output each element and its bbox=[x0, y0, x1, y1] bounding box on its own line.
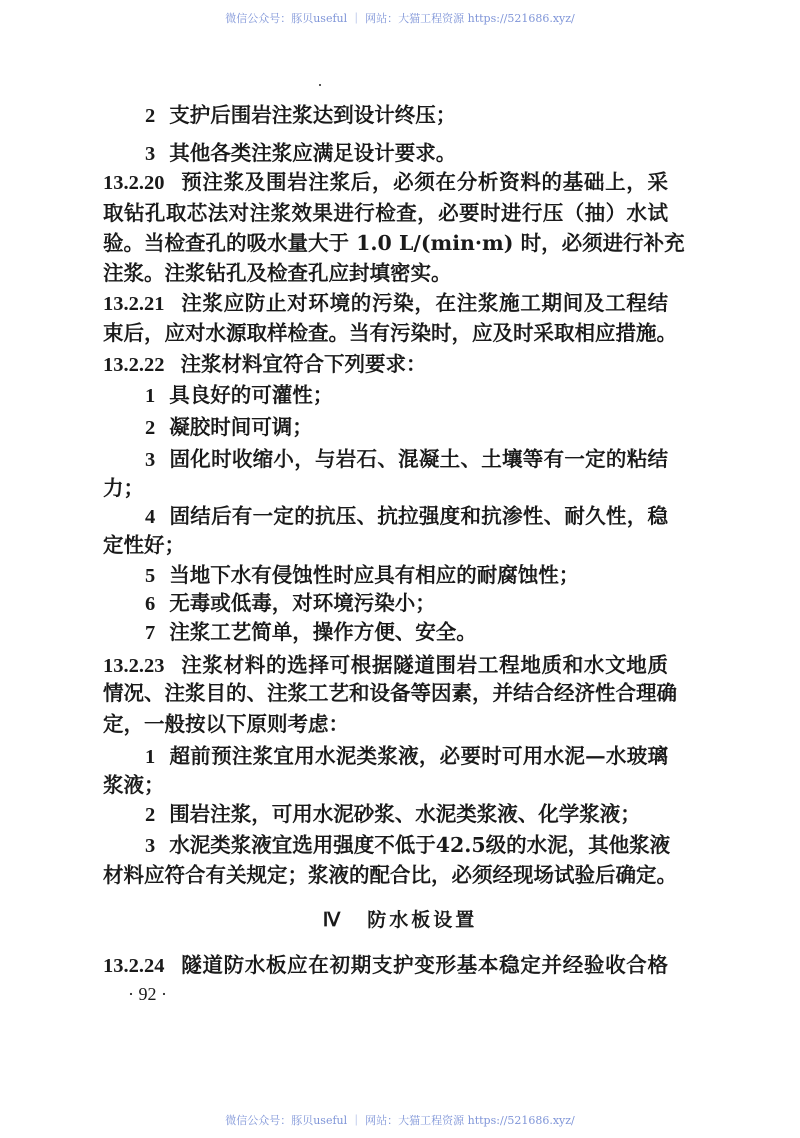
line-text: 验。当检查孔的吸水量大于 1.0 L/(min·m) 时，必须进行补充 bbox=[103, 231, 685, 255]
section-numeral: Ⅳ bbox=[322, 910, 344, 931]
item-number: 7 bbox=[145, 622, 156, 644]
line-text: 材料应符合有关规定；浆液的配合比，必须经现场试验后确定。 bbox=[103, 863, 677, 887]
line-text: 力； bbox=[103, 476, 144, 500]
item-number: 2 bbox=[145, 804, 156, 826]
list-item-line bbox=[145, 414, 668, 440]
line-text: 注浆工艺简单，操作方便、安全。 bbox=[169, 620, 477, 644]
text-line bbox=[103, 320, 677, 346]
text-line bbox=[103, 711, 668, 737]
item-number: 2 bbox=[145, 417, 156, 439]
line-text: 围岩注浆，可用水泥砂浆、水泥类浆液、化学浆液； bbox=[169, 802, 641, 826]
list-item-line bbox=[145, 140, 668, 166]
line-text: 注浆。注浆钻孔及检查孔应封填密实。 bbox=[103, 261, 452, 285]
line-text: 取钻孔取芯法对注浆效果进行检查，必要时进行压（抽）水试 bbox=[103, 201, 668, 225]
clause-number: 13.2.21 bbox=[103, 293, 165, 315]
line-text: 注浆应防止对环境的污染，在注浆施工期间及工程结 bbox=[180, 291, 668, 315]
watermark-top: 微信公众号：豚贝useful ｜ 网站：大猫工程资源 https://521686.xyz/ bbox=[225, 12, 575, 25]
text-line bbox=[103, 260, 668, 286]
watermark-bottom: 微信公众号：豚贝useful ｜ 网站：大猫工程资源 https://521686.xyz/ bbox=[225, 1114, 575, 1127]
line-text: 当地下水有侵蚀性时应具有相应的耐腐蚀性； bbox=[169, 563, 580, 587]
item-number: 5 bbox=[145, 565, 156, 587]
item-number: 3 bbox=[145, 449, 156, 471]
line-text: 凝胶时间可调； bbox=[169, 415, 313, 439]
text-line bbox=[103, 230, 685, 256]
line-text: 固结后有一定的抗压、抗拉强度和抗渗性、耐久性，稳 bbox=[169, 504, 668, 528]
list-item-line bbox=[145, 619, 668, 645]
line-text: 预注浆及围岩注浆后，必须在分析资料的基础上，采 bbox=[180, 170, 668, 194]
clause-number: 13.2.22 bbox=[103, 354, 165, 376]
line-text: 水泥类浆液宜选用强度不低于42.5级的水泥，其他浆液 bbox=[169, 833, 671, 857]
list-item-line bbox=[145, 743, 668, 769]
line-text: 注浆材料的选择可根据隧道围岩工程地质和水文地质 bbox=[180, 653, 668, 677]
clause-line bbox=[103, 169, 668, 195]
section-title: 防水板设置 bbox=[367, 909, 478, 931]
line-text: 隧道防水板应在初期支护变形基本稳定并经验收合格 bbox=[180, 953, 668, 977]
clause-number: 13.2.24 bbox=[103, 955, 165, 977]
text-line bbox=[103, 772, 668, 798]
item-number: 1 bbox=[145, 385, 156, 407]
list-item-line bbox=[145, 503, 668, 529]
clause-number: 13.2.20 bbox=[103, 172, 165, 194]
section-heading bbox=[0, 905, 800, 932]
line-text: 定，一般按以下原则考虑： bbox=[103, 712, 349, 736]
clause-line bbox=[103, 290, 668, 316]
text-line bbox=[103, 200, 668, 226]
item-number: 3 bbox=[145, 143, 156, 165]
line-text: 情况、注浆目的、注浆工艺和设备等因素，并结合经济性合理确 bbox=[103, 681, 677, 705]
line-text: 其他各类注浆应满足设计要求。 bbox=[169, 141, 457, 165]
list-item-line bbox=[145, 832, 671, 858]
item-number: 6 bbox=[145, 593, 156, 615]
item-number: 3 bbox=[145, 835, 156, 857]
line-text: 支护后围岩注浆达到设计终压； bbox=[169, 103, 457, 127]
list-item-line bbox=[145, 801, 668, 827]
speck bbox=[319, 84, 321, 86]
line-text: 无毒或低毒，对环境污染小； bbox=[169, 591, 436, 615]
item-number: 4 bbox=[145, 506, 156, 528]
line-text: 固化时收缩小，与岩石、混凝土、土壤等有一定的粘结 bbox=[169, 447, 668, 471]
list-item-line bbox=[145, 590, 668, 616]
line-text: 定性好； bbox=[103, 533, 185, 557]
list-item-line bbox=[145, 562, 668, 588]
list-item-line bbox=[145, 382, 668, 408]
text-line bbox=[103, 475, 668, 501]
clause-line bbox=[103, 351, 668, 377]
text-line bbox=[103, 680, 677, 706]
list-item-line bbox=[145, 102, 668, 128]
text-line bbox=[103, 862, 677, 888]
page-number: · 92 · bbox=[128, 984, 167, 1004]
line-text: 浆液； bbox=[103, 773, 165, 797]
line-text: 具良好的可灌性； bbox=[169, 383, 334, 407]
item-number: 1 bbox=[145, 746, 156, 768]
list-item-line bbox=[145, 446, 668, 472]
clause-number: 13.2.23 bbox=[103, 655, 165, 677]
line-text: 束后，应对水源取样检查。当有污染时，应及时采取相应措施。 bbox=[103, 321, 677, 345]
line-text: 注浆材料宜符合下列要求： bbox=[180, 352, 427, 376]
clause-line bbox=[103, 652, 668, 678]
item-number: 2 bbox=[145, 105, 156, 127]
text-line bbox=[103, 532, 668, 558]
line-text: 超前预注浆宜用水泥类浆液，必要时可用水泥—水玻璃 bbox=[169, 744, 668, 768]
clause-line bbox=[103, 952, 668, 978]
